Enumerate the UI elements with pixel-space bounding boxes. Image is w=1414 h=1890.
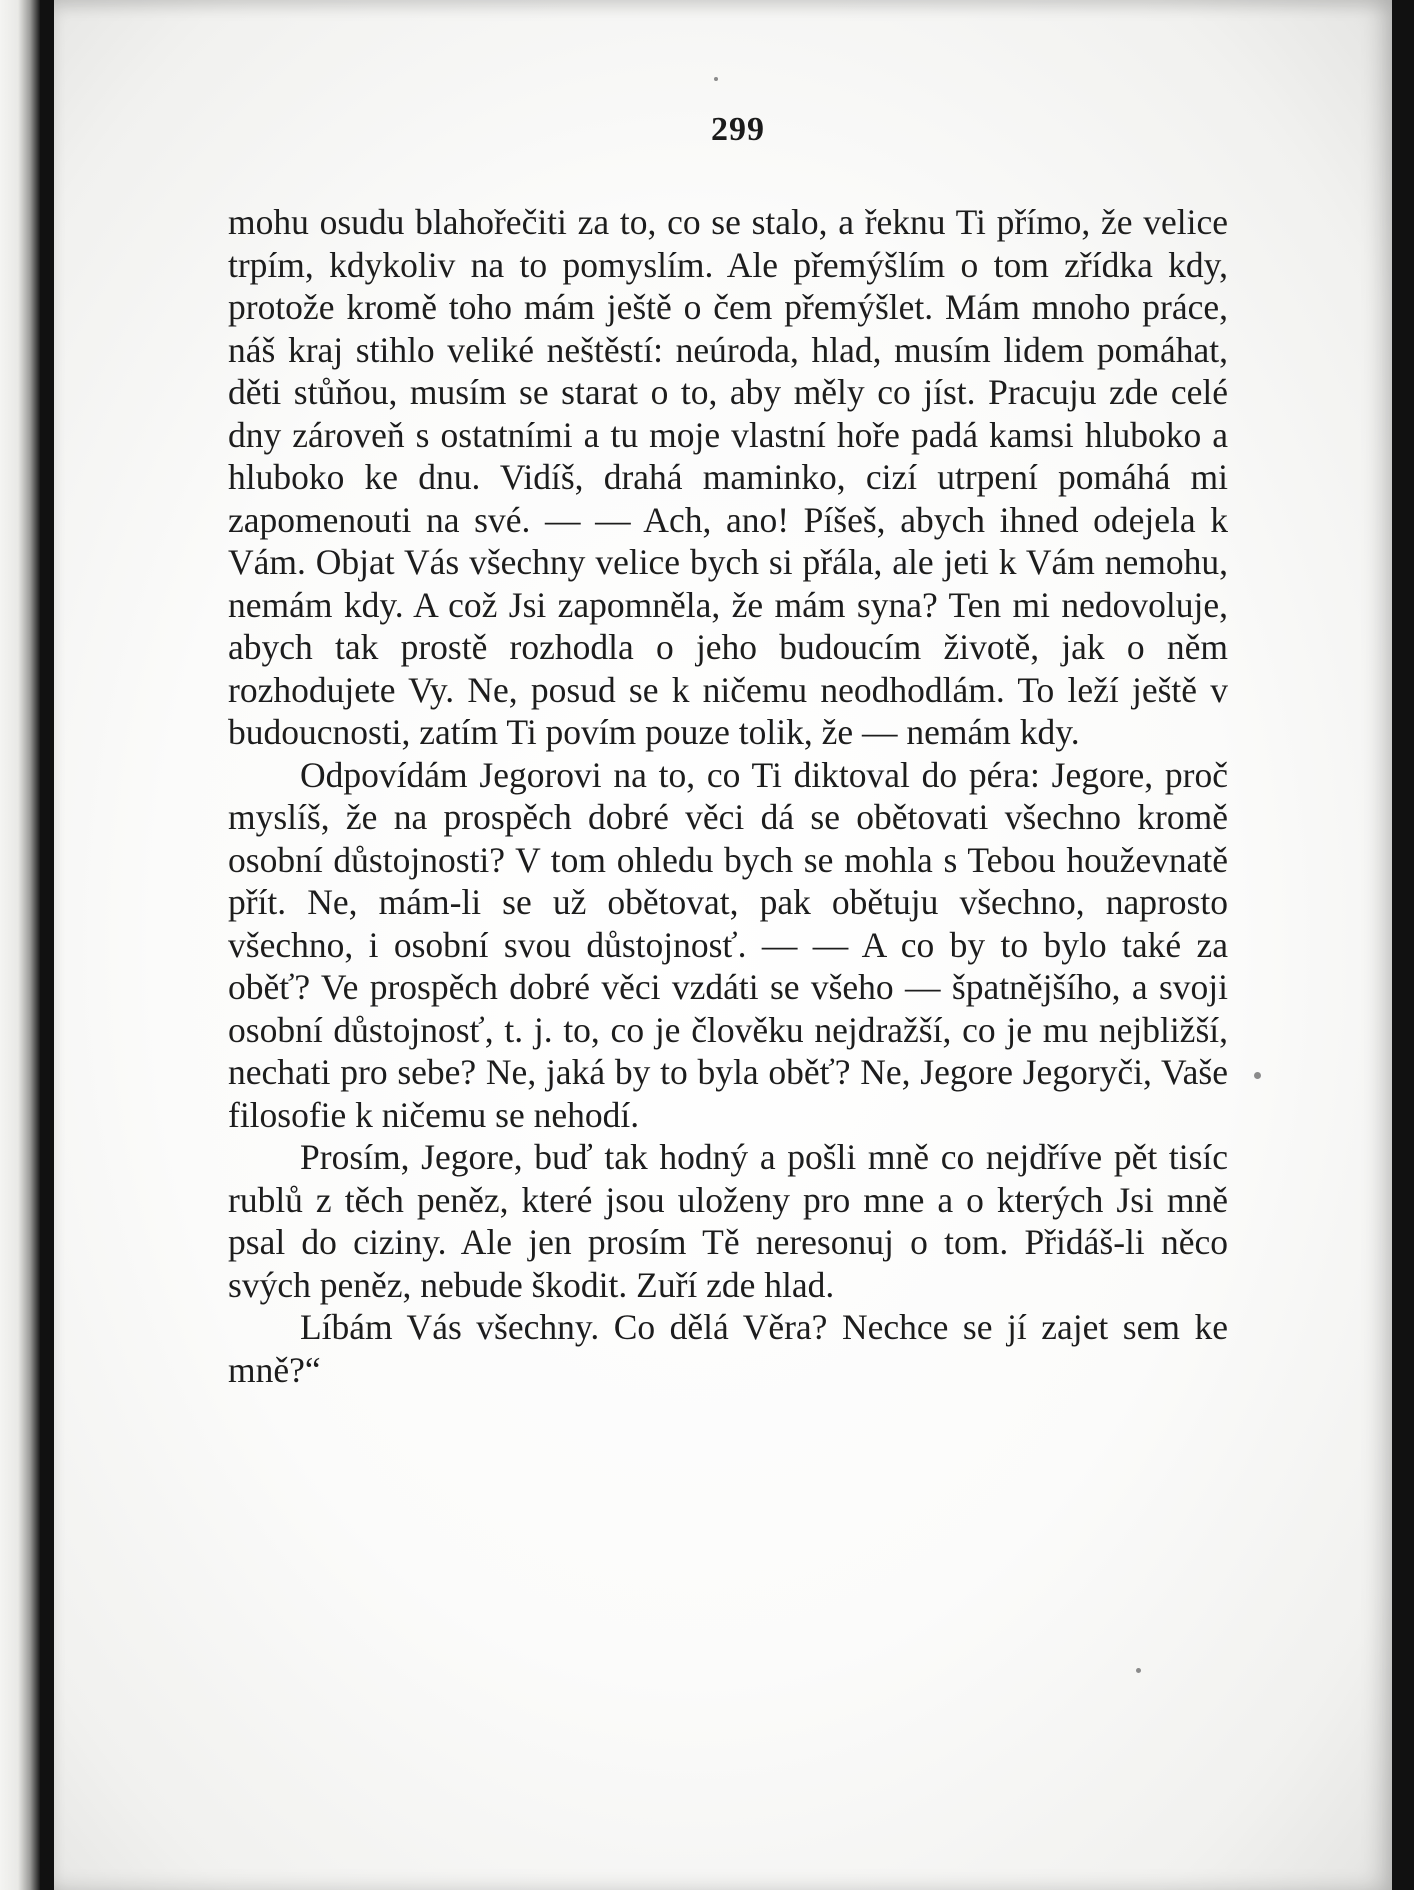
paragraph-1: mohu osudu blahořečiti za to, co se stalo, a řeknu Ti přímo, že velice trpím, kdykoliv na to pomyslím. Ale přemýšlím o tom zřídka kdy, protože kromě toho mám ještě o čem přemýšlet. Mám mnoho práce, náš kraj stihlo veliké neštěstí: neúroda, hlad, musím lidem pomáhat, děti stůňou, musím se starat o to, aby měly co jíst. Pracuju zde celé dny zároveň s ostatními a tu moje vlastní hoře padá kamsi hluboko a hluboko ke dnu. Vidíš, drahá maminko, cizí utrpení pomáhá mi zapomenouti na své. — — Ach, ano! Píšeš, abych ihned odejela k Vám. Objat Vás všechny velice bych si přála, ale jeti k Vám nemohu, nemám kdy. A což Jsi zapomněla, že mám syna? Ten mi nedovoluje, abych tak prostě rozhodla o jeho budoucím životě, jak o něm rozhodujete Vy. Ne, posud se k ničemu neodhodlám. To leží ještě v budoucnosti, zatím Ti povím pouze tolik, že — nemám kdy. — [228, 202, 1228, 752]
page-number: 299 — [711, 111, 765, 148]
page-body — [228, 201, 1228, 1391]
previous-page-edge — [0, 0, 40, 1890]
scan-speck — [1254, 1072, 1261, 1079]
scan-speck — [1136, 1668, 1141, 1673]
book-page — [54, 0, 1392, 1890]
paragraph-2: Odpovídám Jegorovi na to, co Ti diktoval do péra: Jegore, proč myslíš, že na prospěch dobré věci dá se obětovati všechno kromě osobní důstojnosti? V tom ohledu bych se mohla s Tebou houževnatě přít. Ne, mám-li se už obětovat, pak obětuju všechno, naprosto všechno, i osobní svou důstojnosť. — — A co by to bylo také za oběť? Ve prospěch dobré věci vzdáti se všeho — špatnějšího, a svoji osobní důstojnosť, t. j. to, co je člověku nejdražší, co je mu nejbližší, nechati pro sebe? Ne, jaká by to byla oběť? Ne, Jegore Jegoryči, Vaše filosofie k ničemu se nehodí. — [228, 754, 1228, 1135]
scan-speck — [714, 77, 718, 81]
paragraph-4: Líbám Vás všechny. Co dělá Věra? Nechce se jí zajet sem ke mně?“ — [228, 1307, 1228, 1390]
paragraph-3: Prosím, Jegore, buď tak hodný a pošli mně co nejdříve pět tisíc rublů z těch peněz, které jsou uloženy pro mne a o kterých Jsi mně psal do ciziny. Ale jen prosím Tě neresonuj o tom. Přidáš-li něco svých peněz, nebude škodit. Zuří zde hlad. — [228, 1137, 1228, 1305]
